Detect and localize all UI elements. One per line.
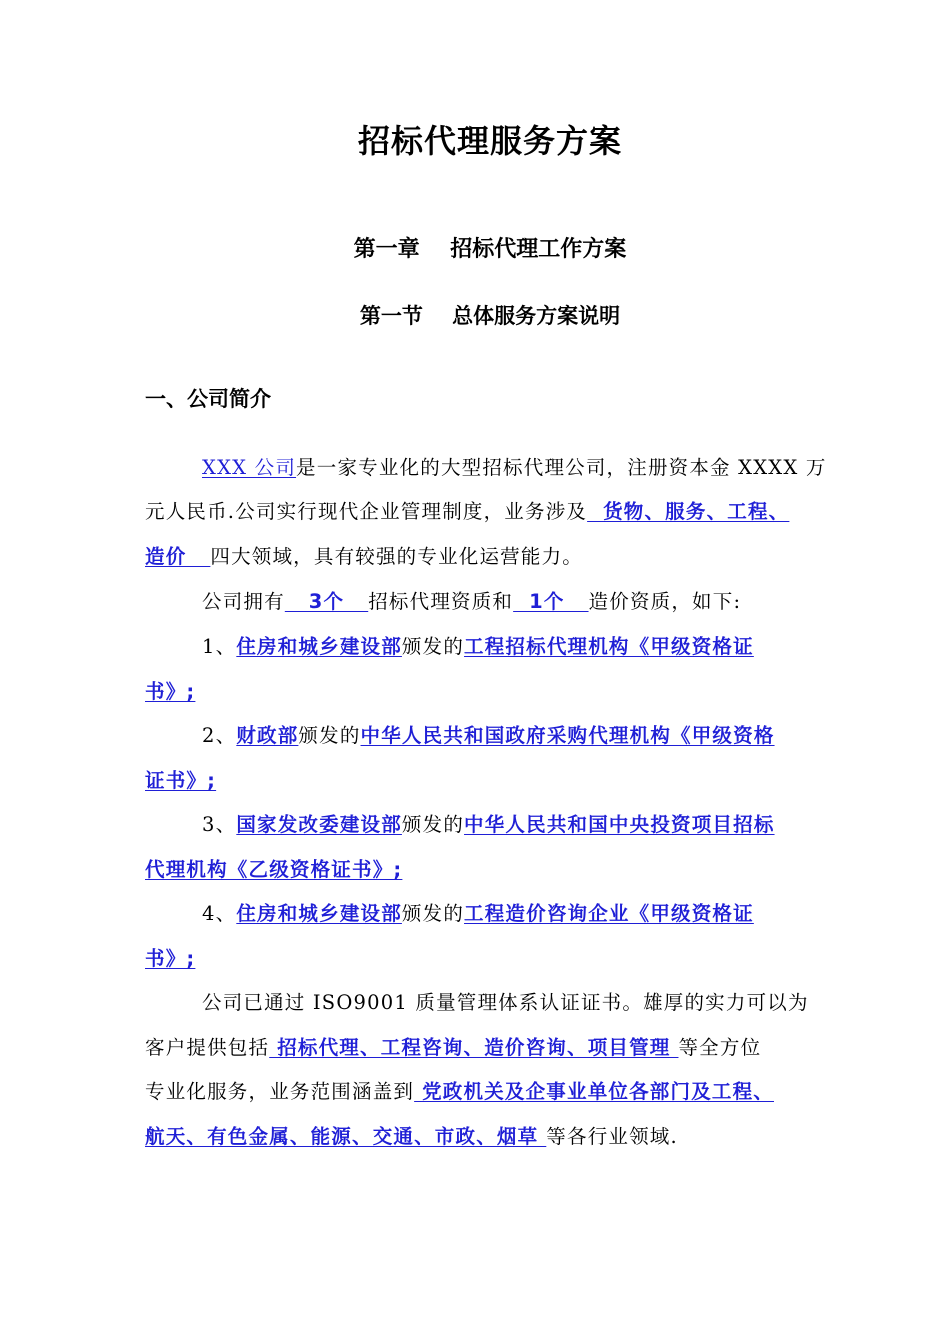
paragraph-line bbox=[202, 990, 922, 1016]
list-item-continuation bbox=[145, 679, 865, 705]
paragraph-line bbox=[145, 499, 865, 525]
paragraph-line bbox=[145, 1124, 865, 1150]
chapter-title: 第一章 招标代理工作方案 bbox=[353, 237, 627, 262]
list-item-number: 3、 bbox=[202, 813, 237, 836]
document-title: 招标代理服务方案 bbox=[357, 122, 622, 160]
services-link[interactable]: 招标代理、工程咨询、造价咨询、项目管理 bbox=[269, 1036, 679, 1059]
paragraph-line bbox=[145, 544, 865, 570]
list-item-number: 4、 bbox=[202, 902, 237, 925]
qualification-count-link[interactable]: 1个 bbox=[513, 590, 589, 613]
paragraph-line bbox=[145, 1035, 865, 1061]
certificate-link[interactable]: 书》; bbox=[145, 947, 196, 970]
paragraph-text: 颁发的 bbox=[401, 902, 465, 925]
paragraph-text: 元人民币.公司实行现代企业管理制度，业务涉及 bbox=[145, 500, 588, 523]
section-title: 第一节 总体服务方案说明 bbox=[359, 304, 621, 328]
certificate-link[interactable]: 中华人民共和国中央投资项目招标 bbox=[464, 813, 775, 836]
issuer-link[interactable]: 财政部 bbox=[236, 724, 299, 747]
list-item-continuation bbox=[145, 768, 865, 794]
company-name-link[interactable]: XXX 公司 bbox=[202, 456, 297, 479]
business-fields-link[interactable]: 货物、服务、工程、 bbox=[587, 500, 790, 523]
paragraph-text: 客户提供包括 bbox=[145, 1036, 270, 1059]
list-item-continuation bbox=[145, 857, 865, 883]
paragraph-text: 造价资质，如下: bbox=[588, 590, 742, 613]
paragraph-text: 四大领域，具有较强的专业化运营能力。 bbox=[210, 545, 583, 568]
business-scope-link[interactable]: 航天、有色金属、能源、交通、市政、烟草 bbox=[145, 1125, 547, 1148]
list-item bbox=[202, 812, 922, 838]
list-item bbox=[202, 901, 922, 927]
certificate-link[interactable]: 中华人民共和国政府采购代理机构《甲级资格 bbox=[360, 724, 775, 747]
paragraph-text: 等各行业领域. bbox=[546, 1125, 678, 1148]
certificate-link[interactable]: 书》; bbox=[145, 680, 196, 703]
list-item bbox=[202, 634, 922, 660]
paragraph-line bbox=[202, 589, 922, 615]
qualification-count-link[interactable]: 3个 bbox=[284, 590, 369, 613]
paragraph-text: 等全方位 bbox=[678, 1036, 762, 1059]
certificate-link[interactable]: 工程造价咨询企业《甲级资格证 bbox=[464, 902, 754, 925]
paragraph-text: 颁发的 bbox=[401, 813, 465, 836]
paragraph-line bbox=[202, 455, 922, 481]
paragraph-text: 颁发的 bbox=[298, 724, 361, 747]
subsection-heading: 一、公司简介 bbox=[145, 387, 271, 411]
paragraph-text: 是一家专业化的大型招标代理公司，注册资本金 XXXX 万 bbox=[296, 456, 827, 479]
business-fields-link[interactable]: 造价 bbox=[145, 545, 211, 568]
issuer-link[interactable]: 住房和城乡建设部 bbox=[236, 635, 402, 658]
issuer-link[interactable]: 国家发改委建设部 bbox=[236, 813, 402, 836]
list-item bbox=[202, 723, 922, 749]
certificate-link[interactable]: 证书》; bbox=[145, 769, 217, 792]
list-item-continuation bbox=[145, 946, 865, 972]
paragraph-text: 公司拥有 bbox=[202, 590, 285, 613]
paragraph-text: 招标代理资质和 bbox=[368, 590, 514, 613]
certificate-link[interactable]: 代理机构《乙级资格证书》; bbox=[145, 858, 403, 881]
certificate-link[interactable]: 工程招标代理机构《甲级资格证 bbox=[464, 635, 754, 658]
business-scope-link[interactable]: 党政机关及企事业单位各部门及工程、 bbox=[414, 1080, 774, 1103]
list-item-number: 2、 bbox=[202, 724, 237, 747]
issuer-link[interactable]: 住房和城乡建设部 bbox=[236, 902, 402, 925]
paragraph-text: 颁发的 bbox=[401, 635, 465, 658]
paragraph-text: 公司已通过 ISO9001 质量管理体系认证证书。雄厚的实力可以为 bbox=[202, 991, 809, 1014]
list-item-number: 1、 bbox=[202, 635, 237, 658]
paragraph-line bbox=[145, 1079, 865, 1105]
paragraph-text: 专业化服务，业务范围涵盖到 bbox=[145, 1080, 415, 1103]
